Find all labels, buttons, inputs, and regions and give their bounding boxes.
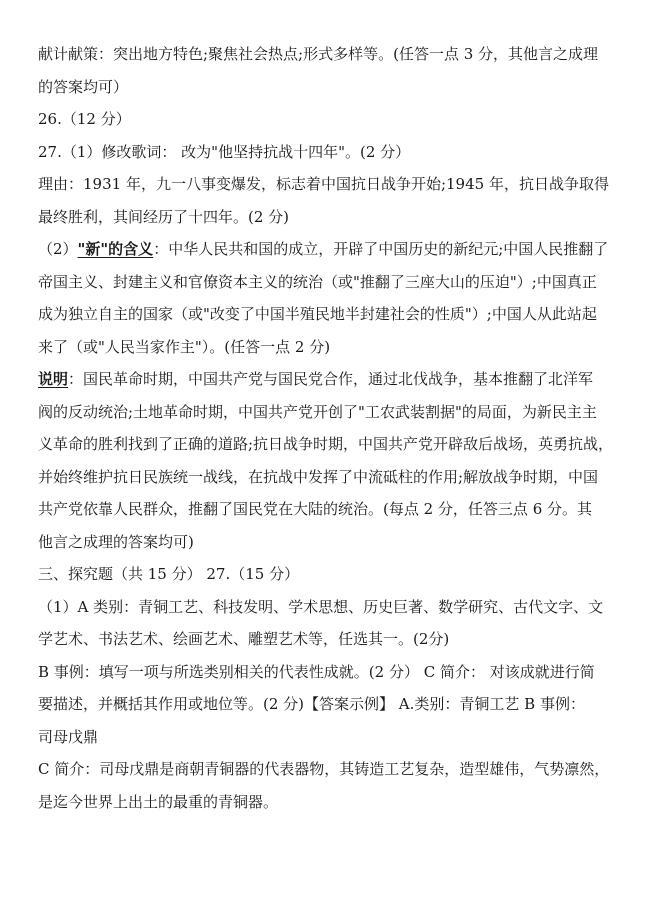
line-prefix: （2） [38,240,78,258]
text-line: 要描述，并概括其作用或地位等。(2 分)【答案示例】 A.类别：青铜工艺 B 事例： [38,695,585,713]
text-line: 义革命的胜利找到了正确的道路;抗日战争时期，中国共产党开辟敌后战场，英勇抗战， [38,435,614,453]
text-line [38,233,638,266]
line-text: ：国民革命时期，中国共产党与国民党合作，通过北伐战争，基本推翻了北洋军 [68,370,594,388]
emphasis-term: "新"的含义 [77,240,154,258]
text-line: 的答案均可） [38,77,129,96]
line-text: ：中华人民共和国的成立，开辟了中国历史的新纪元;中国人民推翻了 [153,240,609,258]
emphasis-term: 说明 [38,370,69,388]
section-heading: 三、探究题（共 15 分） 27.（15 分） [38,565,300,583]
text-line [38,363,638,396]
text-line: 是迄今世界上出土的最重的青铜器。 [38,792,279,811]
text-line: 理由：1931 年，九一八事变爆发，标志着中国抗日战争开始;1945 年，抗日战争取得 [38,175,609,193]
text-line: B 事例：填写一项与所选类别相关的代表性成就。(2 分） C 简介： 对该成就进行简 [38,662,595,681]
question-heading: 26.（12 分） [38,110,131,128]
text-line: 帝国主义、封建主义和官僚资本主义的统治（或"推翻了三座大山的压迫"）;中国真正 [38,272,597,291]
question-heading: 27.（1）修改歌词： 改为"他坚持抗战十四年"。(2 分） [38,142,411,161]
text-line: C 简介：司母戊鼎是商朝青铜器的代表器物，其铸造工艺复杂，造型雄伟，气势凛然， [38,760,610,778]
text-line: （1）A 类别：青铜工艺、科技发明、学术思想、历史巨著、数学研究、古代文字、文 [38,597,604,616]
text-line: 学艺术、书法艺术、绘画艺术、雕塑艺术等，任选其一。(2分) [38,630,450,648]
text-line: 共产党依靠人民群众，推翻了国民党在大陆的统治。(每点 2 分，任答三点 6 分。其 [38,500,593,518]
text-line: 司母戊鼎 [38,727,99,746]
answer-document [38,38,638,818]
text-line: 成为独立自主的国家（或"改变了中国半殖民地半封建社会的性质"）;中国人从此站起 [38,305,597,323]
text-line: 献计献策：突出地方特色;聚焦社会热点;形式多样等。(任答一点 3 分，其他言之成理 [38,45,599,63]
text-line: 来了（或"人民当家作主"）。(任答一点 2 分) [38,337,331,356]
text-line: 最终胜利，其间经历了十四年。(2 分) [38,207,290,226]
text-line: 阀的反动统治;土地革命时期，中国共产党开创了"工农武装割据"的局面，为新民主主 [38,402,597,421]
text-line: 他言之成理的答案均可) [38,532,194,551]
text-line: 并始终维护抗日民族统一战线，在抗战中发挥了中流砥柱的作用;解放战争时期，中国 [38,467,599,486]
